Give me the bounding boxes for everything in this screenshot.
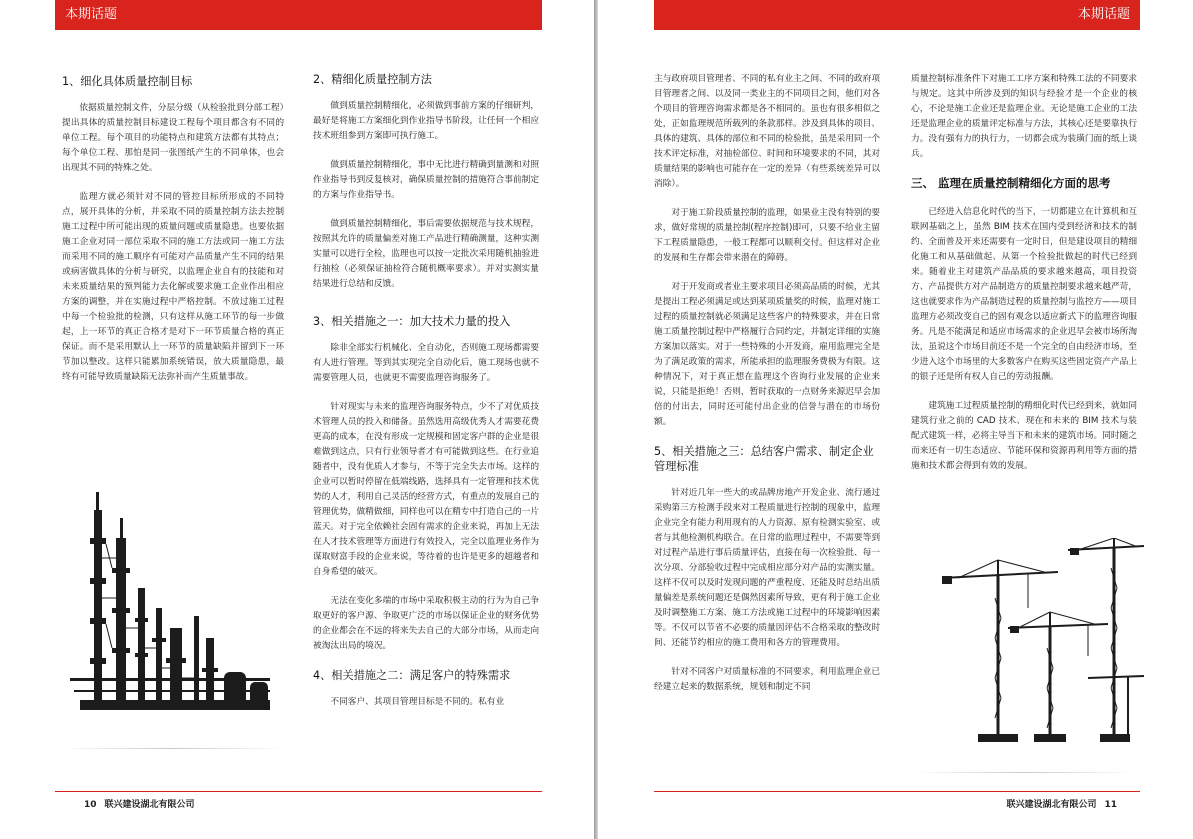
right-column-2: [911, 72, 1137, 522]
right-page: [598, 0, 1193, 839]
paragraph: 质量控制标准条件下对施工工序方案和特殊工法的不同要求与规定。这其中所涉及到的知识与经验才是一个企业的核心，不论是施工企业还是监理企业。无论是施工企业的工法还是监理企业的质量评定标准与方法，其核心还是要靠执行力。没有强有力的执行力，一切都会成为装璜门面的纸上谈兵。: [911, 74, 1137, 159]
refinery-image: [60, 478, 288, 726]
left-header-title: 本期话题: [65, 7, 118, 22]
paragraph: 针对现实与未来的监理咨询服务特点，少不了对优质技术管理人员的投入和储备。虽然选用高级优秀人才需要花费更高的成本，在没有形成一定规模和固定客户群的企业是很难做到这点，只有行业领导者才有可能做到这些。在行业追随者中，没有优质人才参与，不等于完全失去市场。这样的企业可以暂时停留在低端线路，选择具有一定管理和技术优势的人才，利用自己灵活的经营方式，有重点的发展自己的管理优势，做精做细，同样也可以在精专中打造自己的一片蓝天。对于完全依赖社会固有需求的企业来说，再加上无法在人才技术管理等方面进行有效投入，完全以监理业务作为谋取财富手段的企业来说，等待着的也许是更多的超越者和自身希望的破灭。: [313, 402, 539, 577]
right-footer: [998, 797, 1117, 810]
paragraph: 不同客户、其项目管理目标是不同的。私有业: [330, 697, 505, 707]
section-heading-4: 4、相关措施之二：满足客户的特殊需求: [313, 669, 511, 682]
paragraph: 除非全部实行机械化、全自动化，否则施工现场都需要有人进行管理。等到其实现完全自动化后，施工现场也就不需要管理人员，也就更不需要监理咨询服务了。: [313, 343, 539, 383]
left-page: [0, 0, 594, 839]
paragraph: 已经进入信息化时代的当下，一切都建立在计算机和互联网基础之上，虽然 BIM 技术在国内受到经济和技术的制约、全面普及开来还需要有一定时日，但是建设项目的精细化施工和从基础做起、从第一个检验批做起的时代已经到来。随着业主对建筑产品品质的要求越来越高，项目投资方、产品提供方对产品制造方的质量控制要求越来越严苛，这也就要求作为产品制造过程的质量控制与监控方——项目监理方必须改变自己的固有观念以适应新式下的监理咨询服务。凡是不能满足和适应市场需求的企业迟早会被市场所淘汰，虽说这个市场目前还不是一个完全的自由经济市场，至少进入这个市场里的大多数客户在购买这些固定资产产品上的银子还是所有权人自己的劳动报酬。: [911, 207, 1137, 382]
paragraph: 依据质量控制文件，分层分级（从检验批到分部工程）提出具体的质量控制目标建设工程每个项目都含有不同的单位工程。每个项目的功能特点和建筑方法都有其特点；每个单位工程、那怕是同一张图纸产生的不同单体，也会出现其不同的特殊之处。: [62, 103, 284, 173]
right-header-title: 本期话题: [1077, 7, 1130, 22]
section-heading-1: 1、细化具体质量控制目标: [62, 75, 193, 88]
left-footer-line: [55, 791, 542, 792]
left-footer: [84, 797, 203, 810]
paragraph: 针对不同客户对质量标准的不同要求，利用监理企业已经建立起来的数据系统，规划和制定不同: [654, 667, 880, 692]
paragraph: 做到质量控制精细化，必须做到事前方案的仔细研判，最好是将施工方案细化到作业指导书阶段，让任何一个相应技术班组参到方案即可执行施工。: [313, 101, 539, 141]
left-column-1: [62, 74, 284, 434]
left-column-2: [313, 72, 539, 762]
paragraph: 监理方就必须针对不同的管控目标所形成的不同特点，展开具体的分析，并采取不同的质量控制方法去控制施工过程中所可能出现的质量问题或质量隐患。也要依据施工企业对同一部位采取不同的施工方法或同一施工方法而采用不同的施工顺序有可能对产品质量产生不同的结果或病害做具体的分析与研究，以监理企业自有的技能和对未来质量结果的预判能力去化解或要求施工企业作出相应方案的调整，并在实施过程中严格控制。不放过施工过程中每一个检验批的检测，只有这样从施工环节的每一步做起，上一环节的真正合格才是对下一环节质量合格的真正保证。而不是采用默认上一环节的质量缺陷并留到下一环节加以整改。这样只能累加系统错误，放大质量隐患，最终有可能导致质量缺陷无法弥补而产生质量事故。: [62, 192, 284, 382]
paragraph: 无法在变化多端的市场中采取积极主动的行为为自己争取更好的客户源、争取更广泛的市场以保证企业的财务优势的企业都会在不远的将来失去自己的大部分市场，从而走向被淘汰出局的境况。: [313, 596, 539, 651]
left-image-divider: [60, 748, 284, 749]
right-page-number: 11: [1104, 800, 1117, 810]
section-heading-3: 3、相关措施之一：加大技术力量的投入: [313, 315, 511, 328]
refinery-illustration: [60, 478, 288, 726]
paragraph: 做到质量控制精细化，事中无比进行精确到量测和对照作业指导书到反复核对，确保质量控制的措施符合事前制定的方案与作业指导书。: [313, 160, 539, 200]
paragraph: 针对近几年一些大的或品牌房地产开发企业、流行通过采购第三方检测手段来对工程质量进行控制的现象中，监理企业完全有能力利用现有的人力资源、原有检测实验室、或者与其他检测机构联合。在日常的监理过程中，不需要等到对过程产品进行事后质量评估，直接在每一次检验批、每一次分项、分部验收过程中完成相应部分对产品的实测实量。这样不仅可以及时发现问题的严重程度、还能及时总结出质量偏差是系统问题还是偶然因素所导致，更有利于施工企业及时调整施工方案、施工方法或施工过程中的环境影响因素等。不仅可以节省不必要的质量因评估不合格采取的整改时间、还能节约相应的施工费用和各方的管理费用。: [654, 488, 880, 648]
section-heading-2: 2、精细化质量控制方法: [313, 73, 432, 86]
paragraph: 主与政府项目管理者、不同的私有业主之间、不同的政府项目管理者之间、以及同一类业主的不同项目之间，他们对各个项目的管理咨询需求都是各不相同的。虽也有很多相似之处，正如监理规范所载列的条款那样。涉及到具体的项目、具体的建筑、具体的部位和不同的检验批，虽是采用同一个技术评定标准，对抽检部位、时间和环境要求的不同，其对质量结果的影响也可能存在一定的差异（有些系统差异可以消除）。: [654, 74, 880, 189]
paragraph: 建筑施工过程质量控制的精细化时代已经到来，就如同建筑行业之前的 CAD 技术、现在和未来的 BIM 技术与装配式建筑一样，必将主导当下和未来的建筑市场。同时随之而来还有一切生态适应、节能环保和资源再利用等方面的措施和技术都会得到有效的发展。: [911, 401, 1137, 471]
left-footer-company: 联兴建设湖北有限公司: [104, 800, 195, 810]
paragraph: 对于施工阶段质量控制的监理，如果业主没有特别的要求，做好常规的质量控制(程序控制)即可，只要不给业主留下工程质量隐患，一般工程都可以顺利交付。但这样对企业的发展和生存都会带来潜在的障碍。: [654, 208, 880, 263]
right-column-1: [654, 72, 880, 752]
right-footer-line: [654, 791, 1140, 792]
paragraph: 对于开发商或者业主要求项目必须高品质的时候，尤其是提出工程必须满足或达到某项质量奖的时候，监理对施工过程的质量控制就必须满足这些客户的特殊要求，并在日常施工质量控制过程中严格履行合同约定，并制定详细的实施方案加以落实。对于一些特殊的小开发商，雇用监理完全是为了满足政策的需求，所能承担的监理服务费极为有限。这种情况下，对于真正想在监理这个咨询行业发展的企业来说，只能是拒绝！否则，暂时获取的一点财务来源迟早会加倍的付出去，同时还可能付出企业的信誉与潜在的市场份额。: [654, 282, 880, 427]
left-header-bar: [55, 0, 542, 30]
section-heading-5: 5、相关措施之三：总结客户需求、制定企业管理标准: [654, 445, 874, 473]
construction-cranes-illustration: [938, 538, 1148, 748]
left-page-number: 10: [84, 800, 97, 810]
section-heading-three: 三、 监理在质量控制精细化方面的思考: [911, 176, 1111, 190]
cranes-image: [938, 538, 1148, 748]
right-header-bar: [654, 0, 1140, 30]
paragraph: 做到质量控制精细化，事后需要依据规范与技术规程，按照其允许的质量偏差对施工产品进行精确测量，这种实测实量可以进行全检，监理也可以按一定批次采用随机抽验进行抽检（必须保证抽检符合随机概率要求）。并对实测实量结果进行总结和反馈。: [313, 219, 539, 289]
right-image-divider: [916, 772, 1136, 773]
right-footer-company: 联兴建设湖北有限公司: [1006, 800, 1097, 810]
